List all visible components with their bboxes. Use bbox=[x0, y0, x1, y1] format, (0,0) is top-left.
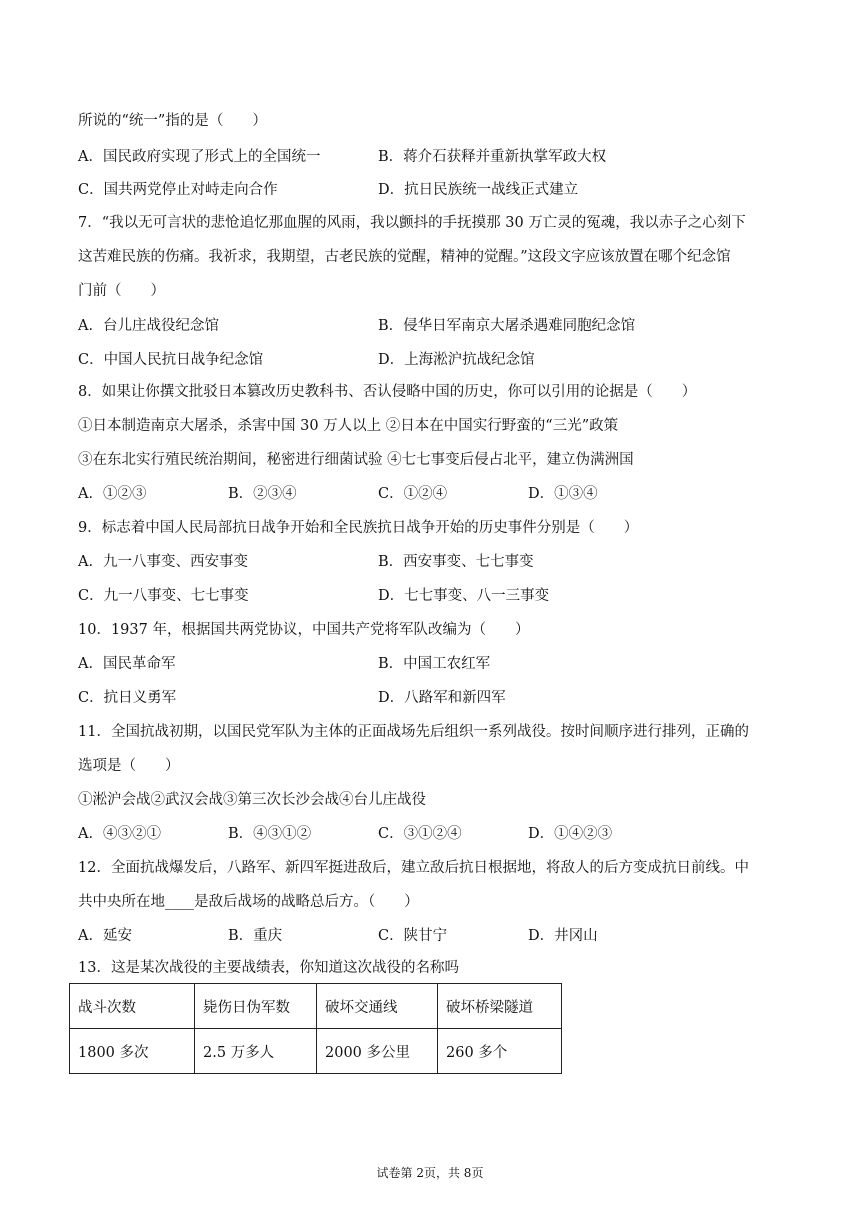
q12-option-b: B．重庆 bbox=[228, 928, 283, 944]
q6-option-c: C．国共两党停止对峙走向合作 bbox=[78, 182, 278, 198]
q6-stem-tail: 所说的“统一”指的是（ ） bbox=[78, 113, 267, 129]
q9-stem: 9．标志着中国人民局部抗日战争开始和全民族抗日战争开始的历史事件分别是（ ） bbox=[78, 520, 639, 536]
q7-option-d: D．上海淞沪抗战纪念馆 bbox=[378, 352, 535, 368]
q9-option-d: D．七七事变、八一三事变 bbox=[378, 588, 550, 604]
q11-stem-line-2: 选项是（ ） bbox=[78, 758, 180, 774]
q9-option-a: A．九一八事变、西安事变 bbox=[78, 554, 248, 570]
q12-stem-line-2: 共中央所在地____是敌后战场的战略总后方。（ ） bbox=[78, 894, 419, 910]
q13-stem: 13．这是某次战役的主要战绩表，你知道这次战役的名称吗 bbox=[78, 960, 459, 976]
table-header-cell: 毙伤日伪军数 bbox=[195, 984, 317, 1029]
q10-option-d: D．八路军和新四军 bbox=[378, 690, 506, 706]
q6-option-b: B．蒋介石获释并重新执掌军政大权 bbox=[378, 149, 607, 165]
q8-option-d: D．①③④ bbox=[528, 486, 598, 502]
q8-items-line-1: ①日本制造南京大屠杀，杀害中国 30 万人以上 ②日本在中国实行野蛮的“三光”政策 bbox=[78, 418, 619, 434]
q11-option-a: A．④③②① bbox=[78, 826, 161, 842]
table-cell: 1800 多次 bbox=[70, 1029, 195, 1074]
q8-option-a: A．①②③ bbox=[78, 486, 147, 502]
q9-option-b: B．西安事变、七七事变 bbox=[378, 554, 534, 570]
q7-stem-line-3: 门前（ ） bbox=[78, 283, 165, 299]
q11-option-d: D．①④②③ bbox=[528, 826, 613, 842]
table-header-cell: 战斗次数 bbox=[70, 984, 195, 1029]
q10-option-c: C．抗日义勇军 bbox=[78, 690, 177, 706]
q8-option-b: B．②③④ bbox=[228, 486, 297, 502]
table-cell: 260 多个 bbox=[438, 1029, 562, 1074]
q7-option-a: A．台儿庄战役纪念馆 bbox=[78, 318, 219, 334]
q7-option-b: B．侵华日军南京大屠杀遇难同胞纪念馆 bbox=[378, 318, 636, 334]
q11-option-b: B．④③①② bbox=[228, 826, 312, 842]
table-header-cell: 破坏桥梁隧道 bbox=[438, 984, 562, 1029]
q12-option-a: A．延安 bbox=[78, 928, 132, 944]
q10-option-b: B．中国工农红军 bbox=[378, 656, 491, 672]
table-row bbox=[70, 1029, 562, 1074]
q8-items-line-2: ③在东北实行殖民统治期间，秘密进行细菌试验 ④七七事变后侵占北平，建立伪满洲国 bbox=[78, 452, 634, 468]
q8-option-c: C．①②④ bbox=[378, 486, 448, 502]
q7-option-c: C．中国人民抗日战争纪念馆 bbox=[78, 352, 264, 368]
q9-option-c: C．九一八事变、七七事变 bbox=[78, 588, 249, 604]
q7-stem-line-1: 7．“我以无可言状的悲怆追忆那血腥的风雨，我以颤抖的手抚摸那 30 万亡灵的冤魂，我以赤子之心刻下 bbox=[78, 215, 746, 231]
q11-items: ①淞沪会战②武汉会战③第三次长沙会战④台儿庄战役 bbox=[78, 792, 426, 808]
page-footer: 试卷第 2页，共 8页 bbox=[376, 1166, 484, 1180]
q10-stem: 10．1937 年，根据国共两党协议，中国共产党将军队改编为（ ） bbox=[78, 622, 530, 638]
q6-option-a: A．国民政府实现了形式上的全国统一 bbox=[78, 149, 321, 165]
q8-stem: 8．如果让你撰文批驳日本篡改历史教科书、否认侵略中国的历史，你可以引用的论据是（ ） bbox=[78, 384, 697, 400]
q12-stem-line-1: 12．全面抗战爆发后，八路军、新四军挺进敌后，建立敌后抗日根据地，将敌人的后方变成抗日前线。中 bbox=[78, 860, 749, 876]
q11-stem-line-1: 11．全国抗战初期，以国民党军队为主体的正面战场先后组织一系列战役。按时间顺序进行排列，正确的 bbox=[78, 724, 749, 740]
battle-results-table bbox=[69, 983, 562, 1074]
q7-stem-line-2: 这苦难民族的伤痛。我祈求，我期望，古老民族的觉醒，精神的觉醒。”这段文字应该放置在哪个纪念馆 bbox=[78, 249, 731, 265]
table-cell: 2000 多公里 bbox=[317, 1029, 438, 1074]
table-header-row bbox=[70, 984, 562, 1029]
table-header-cell: 破坏交通线 bbox=[317, 984, 438, 1029]
q12-option-d: D．井冈山 bbox=[528, 928, 598, 944]
q12-option-c: C．陕甘宁 bbox=[378, 928, 448, 944]
table-cell: 2.5 万多人 bbox=[195, 1029, 317, 1074]
q10-option-a: A．国民革命军 bbox=[78, 656, 176, 672]
q6-option-d: D．抗日民族统一战线正式建立 bbox=[378, 182, 579, 198]
q11-option-c: C．③①②④ bbox=[378, 826, 462, 842]
